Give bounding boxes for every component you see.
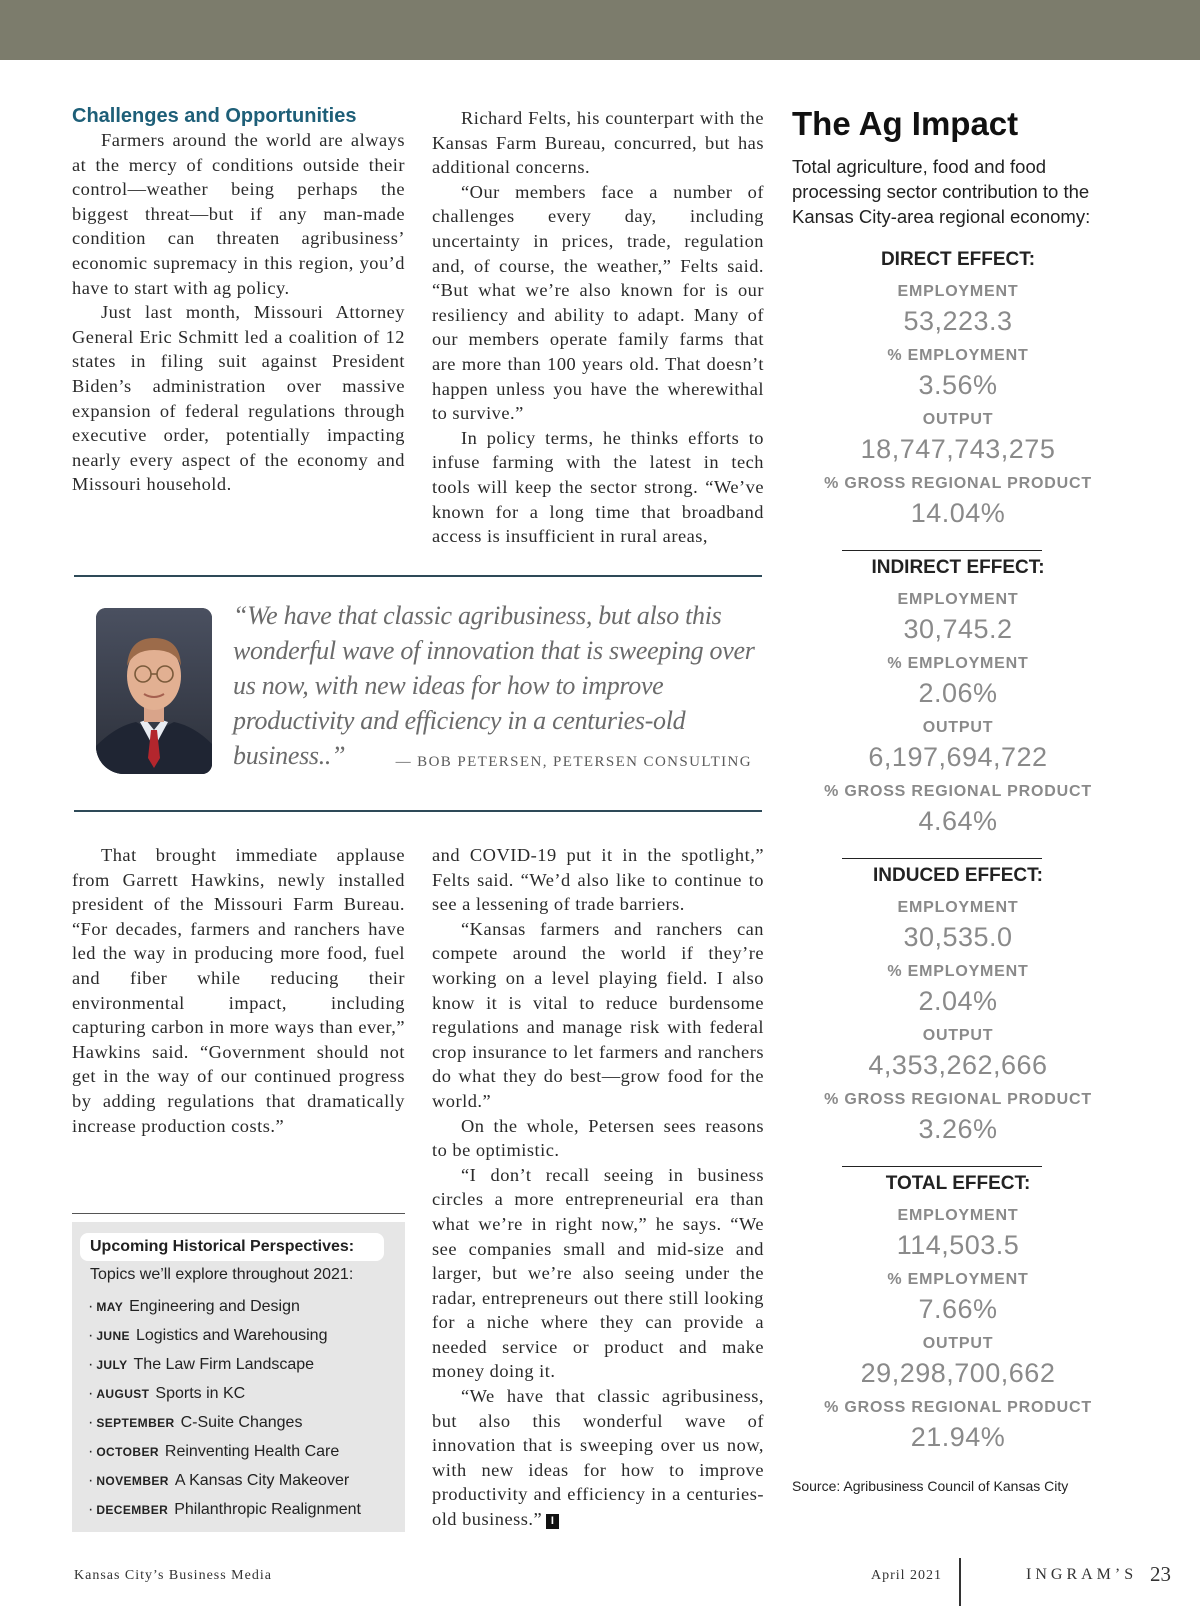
stat-value: 4.64% (918, 806, 998, 836)
top-banner (0, 0, 1200, 60)
paragraph: and COVID-19 put it in the spotlight,” Felts said. “We’d also like to continue to see a lessening of trade barriers. (432, 845, 764, 915)
footer-issue-date: April 2021 (871, 1568, 943, 1583)
stat-group-indirect (820, 552, 1096, 860)
stat-label: EMPLOYMENT (897, 591, 1019, 608)
paragraph: In policy terms, he thinks efforts to infuse farming with the latest in tech tools will keep the sector strong. “We’ve known for a long time that broadband access is insufficient in rural areas, (432, 427, 764, 547)
paragraph: That brought immediate applause from Garrett Hawkins, newly installed president of the Missouri Farm Bureau. “For decades, farmers and ranchers have led the way in producing more food, fuel and fiber while reducing their environmental impact, including capturing carbon in more ways than ever,” Hawkins said. “Government should not get in the way of our continued progress by adding regulations that dramatically increase production costs.” (72, 845, 405, 1136)
group-title: INDIRECT EFFECT: (871, 557, 1045, 578)
stat-value: 30,535.0 (903, 922, 1013, 952)
article-column-4 (432, 843, 764, 1532)
stat-value: 30,745.2 (903, 614, 1013, 644)
list-item: · NOVEMBER A Kansas City Makeover (88, 1472, 350, 1489)
stat-group-direct (820, 244, 1096, 552)
stat-value: 7.66% (918, 1294, 998, 1324)
historical-perspectives-heading: Upcoming Historical Perspectives: (80, 1233, 384, 1261)
stat-value: 14.04% (910, 498, 1006, 528)
list-item: · MAY Engineering and Design (88, 1298, 300, 1315)
paragraph (432, 1384, 764, 1532)
ag-impact-stats (820, 244, 1096, 1476)
list-item: · OCTOBER Reinventing Health Care (88, 1443, 340, 1460)
pullquote-attribution: — BOB PETERSEN, PETERSEN CONSULTING (395, 754, 752, 770)
stat-value: 18,747,743,275 (860, 434, 1056, 464)
source-note: Source: Agribusiness Council of Kansas City (792, 1478, 1069, 1494)
paragraph: “Our members face a number of challenges every day, including uncertainty in prices, trade, regulation and, of course, the weather,” Felts said. “But what we’re also known for is our resiliency and ability to adapt. Many of our members operate family farms that are more than 100 years old. That doesn’t happen unless you have the wherewithal to survive.” (432, 181, 764, 424)
stat-value: 6,197,694,722 (868, 742, 1048, 772)
end-of-story-mark: I (546, 1514, 559, 1529)
sidebar-rule (72, 1213, 405, 1214)
bob-petersen-photo (96, 608, 212, 774)
historical-topics-list (88, 1296, 361, 1528)
section-heading: Challenges and Opportunities (72, 105, 357, 127)
paragraph: Richard Felts, his counterpart with the Kansas Farm Bureau, concurred, but has additional concerns. (432, 108, 764, 178)
paragraph: On the whole, Petersen sees reasons to be optimistic. (432, 1115, 764, 1161)
paragraph: “Kansas farmers and ranchers can compete around the world if they’re working on a level playing field. I also know it is vital to reduce burdensome regulations and manage risk with federal crop insurance to let farmers and ranchers do what they do best—grow food for the world.” (432, 918, 764, 1111)
stat-label: % EMPLOYMENT (887, 655, 1029, 672)
paragraph: Just last month, Missouri Attorney General Eric Schmitt led a coalition of 12 states in filing suit against President Biden’s administration over massive expansion of federal regulations through executive order, potentially impacting nearly every aspect of the economy and Missouri household. (72, 302, 405, 495)
stat-value: 29,298,700,662 (860, 1358, 1056, 1388)
stat-group-induced (820, 860, 1096, 1168)
stat-label: EMPLOYMENT (897, 1207, 1019, 1224)
stat-label: % EMPLOYMENT (887, 1271, 1029, 1288)
closing-paragraph-text: “We have that classic agribusiness, but also this wonderful wave of innovation that is sweeping over us now, with new ideas for how to improve productivity and efficiency in a centuries-old business.” (432, 1386, 764, 1530)
group-divider (842, 550, 1042, 552)
list-item: · SEPTEMBER C-Suite Changes (88, 1414, 303, 1431)
pullquote-bottom-rule (74, 810, 762, 812)
list-item: · DECEMBER Philanthropic Realignment (88, 1501, 361, 1518)
stat-label: % GROSS REGIONAL PRODUCT (824, 475, 1092, 492)
article-column-3 (72, 843, 405, 1138)
footer-divider (959, 1558, 961, 1606)
pullquote-top-rule (74, 575, 762, 577)
group-title: DIRECT EFFECT: (880, 249, 1036, 270)
stat-label: OUTPUT (922, 1027, 994, 1044)
article-column-1 (72, 104, 405, 497)
historical-perspectives-intro: Topics we’ll explore throughout 2021: (90, 1266, 354, 1283)
paragraph: Farmers around the world are always at the mercy of conditions outside their control—weather being perhaps the biggest threat—but if any man-made condition can threaten agribusiness’ economic supremacy in this region, you’d have to start with ag policy. (72, 130, 405, 298)
group-divider (842, 1166, 1042, 1168)
group-title: INDUCED EFFECT: (873, 865, 1043, 886)
ag-impact-title: The Ag Impact (792, 105, 1019, 142)
ag-impact-sidebar (792, 104, 1122, 229)
stat-group-total (820, 1168, 1096, 1476)
stat-label: EMPLOYMENT (897, 283, 1019, 300)
stat-label: % GROSS REGIONAL PRODUCT (824, 1091, 1092, 1108)
stat-value: 114,503.5 (896, 1230, 1020, 1260)
footer-publication-tagline: Kansas City’s Business Media (74, 1568, 272, 1583)
group-title: TOTAL EFFECT: (885, 1173, 1031, 1194)
stat-value: 3.26% (918, 1114, 998, 1144)
stat-value: 2.06% (918, 678, 998, 708)
group-divider (842, 858, 1042, 860)
stat-label: OUTPUT (922, 411, 994, 428)
stat-value: 4,353,262,666 (868, 1050, 1048, 1080)
pullquote-text: “We have that classic agribusiness, but also this wonderful wave of innovation that is sweeping over us now, with new ideas for how to improve productivity and efficiency in a centuries-old business..” (233, 601, 755, 770)
list-item: · AUGUST Sports in KC (88, 1385, 246, 1402)
article-column-2 (432, 106, 764, 549)
stat-value: 53,223.3 (903, 306, 1013, 336)
stat-label: OUTPUT (922, 719, 994, 736)
stat-label: % EMPLOYMENT (887, 347, 1029, 364)
stat-value: 2.04% (918, 986, 998, 1016)
stat-label: % GROSS REGIONAL PRODUCT (824, 783, 1092, 800)
list-item: · JUNE Logistics and Warehousing (88, 1327, 328, 1344)
paragraph: “I don’t recall seeing in business circles a more entrepreneurial era than what we’re in right now,” he says. “We see companies small and mid-size and larger, but we’re also seeing under the radar, entrepreneurs out there still looking for a niche where they can provide a needed service or product and make money doing it. (432, 1164, 764, 1382)
list-item: · JULY The Law Firm Landscape (88, 1356, 315, 1373)
footer-magazine-name: INGRAM’S (1026, 1566, 1138, 1583)
stat-value: 3.56% (918, 370, 998, 400)
page-number: 23 (1150, 1562, 1171, 1586)
stat-label: OUTPUT (922, 1335, 994, 1352)
ag-impact-subtitle: Total agriculture, food and food processing sector contribution to the Kansas City-area regional economy: (792, 156, 1091, 227)
stat-label: % GROSS REGIONAL PRODUCT (824, 1399, 1092, 1416)
stat-label: EMPLOYMENT (897, 899, 1019, 916)
stat-value: 21.94% (910, 1422, 1006, 1452)
stat-label: % EMPLOYMENT (887, 963, 1029, 980)
